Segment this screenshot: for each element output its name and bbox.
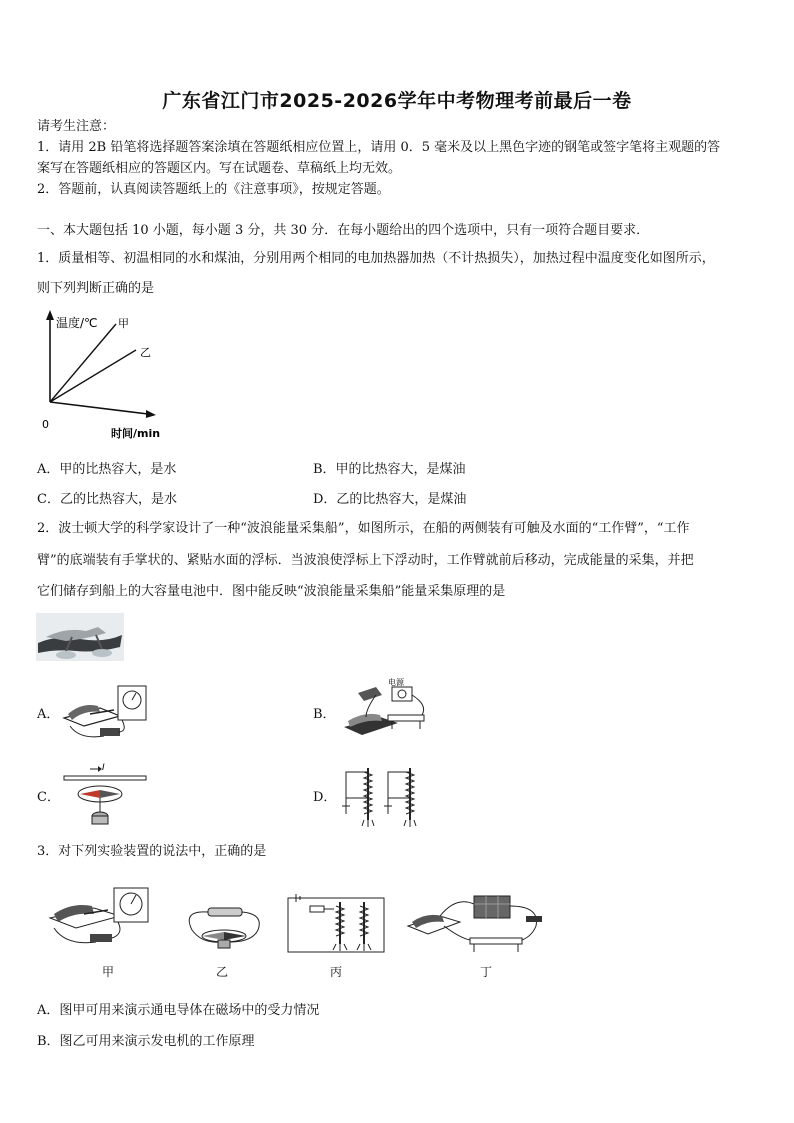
- notice-item-2: 2．答题前，认真阅读答题纸上的《注意事项》，按规定答题。: [37, 182, 390, 197]
- q2-stem-line-1: 2．波士顿大学的科学家设计了一种“波浪能量采集船”，如图所示，在船的两侧装有可触及水面的“工作臂”，“工作: [37, 521, 690, 536]
- q1-stem-line-1: 1．质量相等、初温相同的水和煤油，分别用两个相同的电加热器加热（不计热损失），加热过程中温度变化如图所示，: [37, 251, 715, 266]
- q1-option-c[interactable]: C．乙的比热容大，是水: [37, 492, 177, 507]
- q3-option-a[interactable]: A．图甲可用来演示通电导体在磁场中的受力情况: [37, 1003, 320, 1018]
- page-title: 广东省江门市2025-2026学年中考物理考前最后一卷: [162, 90, 632, 112]
- x-axis-label: 时间/min: [111, 427, 161, 440]
- q2-figure-c-oersted: [62, 758, 148, 828]
- notice-item-1-line-2: 案写在答题纸相应的答题区内。写在试题卷、草稿纸上均无效。: [37, 161, 402, 176]
- q1-option-d[interactable]: D．乙的比热容大，是煤油: [313, 492, 467, 507]
- q3-stem: 3．对下列实验装置的说法中，正确的是: [37, 844, 267, 859]
- temperature-time-graph: [36, 306, 176, 446]
- q1-option-b[interactable]: B．甲的比热容大，是煤油: [313, 462, 466, 477]
- y-axis-arrow: [46, 310, 54, 320]
- q3-caption-ding: 丁: [480, 965, 493, 979]
- q3-caption-jia: 甲: [102, 965, 115, 979]
- q2-option-b[interactable]: B．: [313, 707, 336, 722]
- q3-caption-bing: 丙: [330, 965, 343, 979]
- q2-figure-c-current-label: I: [102, 763, 105, 773]
- q2-option-a[interactable]: A．: [37, 707, 60, 722]
- line-a-label: 甲: [118, 317, 129, 330]
- q3-caption-yi: 乙: [216, 965, 229, 979]
- line-a: [50, 324, 116, 402]
- line-b-label: 乙: [140, 346, 151, 359]
- q3-figure-ding: [400, 886, 550, 956]
- q2-stem-line-3: 它们储存到船上的大容量电池中．图中能反映“波浪能量采集船”能量采集原理的是: [37, 584, 506, 599]
- q3-figure-jia: [44, 884, 156, 948]
- x-axis: [50, 402, 148, 414]
- q3-option-b[interactable]: B．图乙可用来演示发电机的工作原理: [37, 1034, 255, 1049]
- x-axis-arrow: [146, 410, 156, 418]
- q2-figure-a-generator: [60, 680, 152, 742]
- q2-figure-d-electromagnets: [340, 758, 428, 828]
- notice-item-1-line-1: 1．请用 2B 铅笔将选择题答案涂填在答题纸相应位置上，请用 0．5 毫米及以上黑色字迹的钢笔或签字笔将主观题的答: [37, 140, 721, 155]
- line-b: [50, 350, 136, 402]
- q2-option-c[interactable]: C．: [37, 790, 60, 805]
- origin-label: 0: [42, 418, 49, 431]
- q2-stem-line-2: 臂”的底端装有手掌状的、紧贴水面的浮标．当波浪使浮标上下浮动时，工作臂就前后移动，完成能量的采集，并把: [37, 553, 694, 568]
- notice-heading: 请考生注意：: [37, 119, 116, 134]
- y-axis-label: 温度/℃: [56, 316, 98, 330]
- q2-figure-b-label: 电源: [388, 678, 404, 687]
- q1-option-a[interactable]: A．甲的比热容大，是水: [37, 462, 177, 477]
- wave-energy-boat-photo: [36, 613, 124, 661]
- q1-stem-line-2: 则下列判断正确的是: [37, 281, 155, 296]
- q3-figure-bing: [284, 888, 388, 954]
- q3-figure-yi: [178, 896, 264, 954]
- section-1-heading: 一、本大题包括 10 小题，每小题 3 分，共 30 分．在每小题给出的四个选项中，只有一项符合题目要求．: [37, 223, 650, 238]
- q2-figure-b-motor: [336, 675, 430, 747]
- q2-option-d[interactable]: D．: [313, 790, 337, 805]
